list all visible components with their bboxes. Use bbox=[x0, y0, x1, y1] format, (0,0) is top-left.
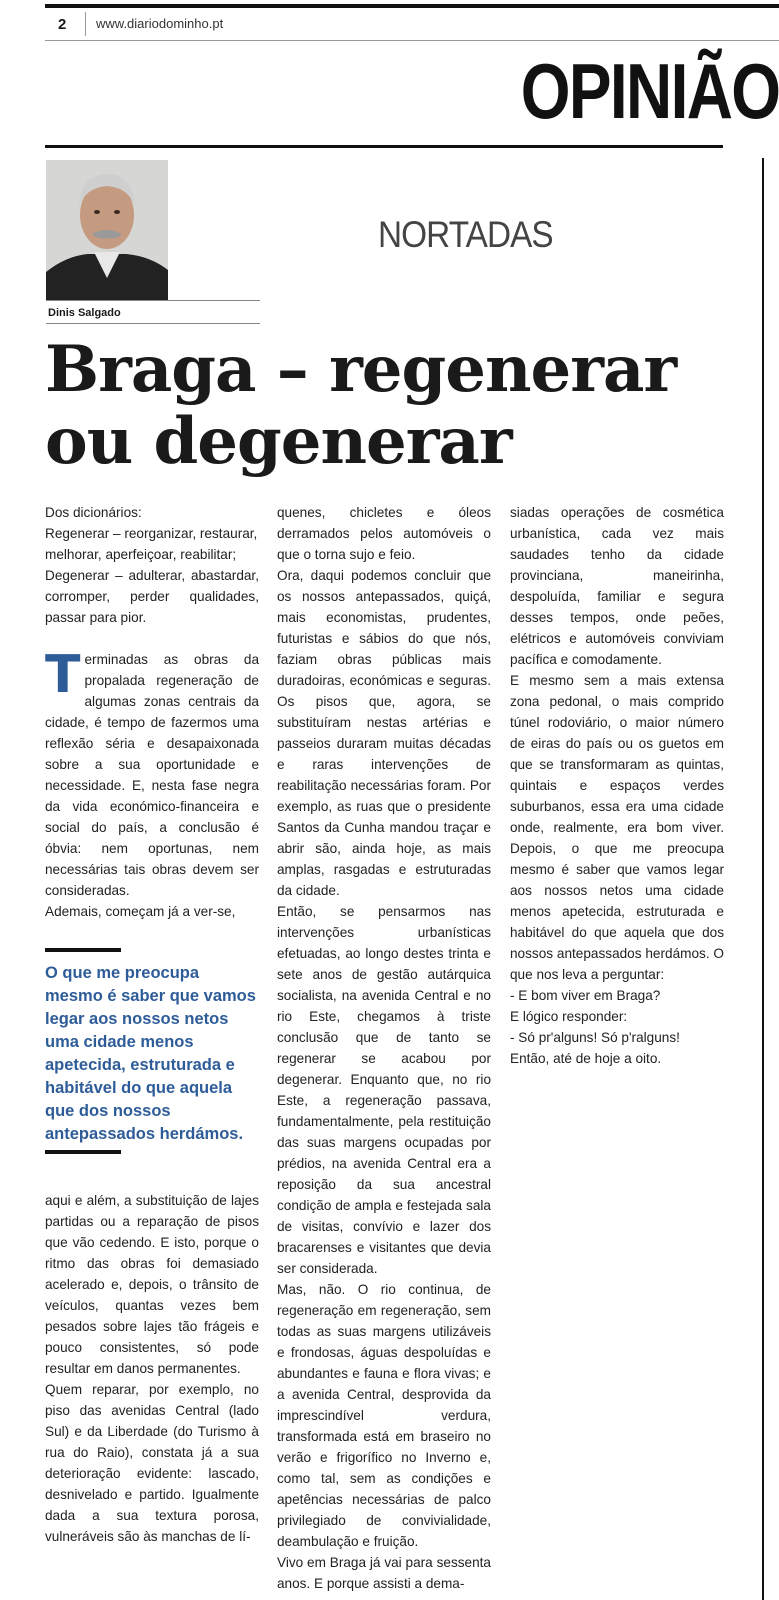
body-paragraph: Terminadas as obras da propalada regeneração de algumas zonas centrais da cidade, é tempo de fazermos uma reflexão séria e desapaixonada sobre a sua oportunidade e necessidade. E, nesta fase negra da vida económico-financeira e social do país, a conclusão é óbvia: nem oportunas, nem necessárias tais obras devem ser consideradas. bbox=[45, 645, 259, 898]
body-paragraph: quenes, chicletes e óleos derramados pelos automóveis o que o torna sujo e feio. bbox=[277, 505, 491, 562]
body-paragraph: aqui e além, a substituição de lajes partidas ou a reparação de pisos que vão cedendo. E isto, porque o ritmo das obras foi demasiado acelerado e, depois, o trânsito de veículos, quantas vezes bem pesados sobre lajes tão frágeis e pouco consistentes, só pode resultar em danos permanentes. bbox=[45, 1193, 259, 1376]
body-paragraph: E mesmo sem a mais extensa zona pedonal, o mais comprido túnel rodoviário, o maior número de eiras do país ou os guetos em que se transformaram as quintas, quintais e espaços verdes suburbanos, essa era uma cidade onde, realmente, era bom viver. Depois, o que me preocupa mesmo é saber que vamos legar aos nossos netos uma cidade menos apetecida, estruturada e habitável do que aquela que dos nossos antepassados herdámos. O que nos leva a perguntar: bbox=[510, 673, 724, 982]
body-line: - E bom viver em Braga? bbox=[510, 988, 661, 1003]
pull-quote: O que me preocupa mesmo é saber que vamos legar aos nossos netos uma cidade menos apetecida, estruturada e habitável do que aquela que dos nossos antepassados herdámos. bbox=[45, 964, 256, 1143]
author-bottom-rule bbox=[46, 323, 260, 324]
section-title: OPINIÃO bbox=[520, 47, 779, 135]
body-paragraph: Então, se pensarmos nas intervenções urbanísticas efetuadas, ao longo destes trinta e sete anos de gestão autárquica socialista, na avenida Central e no rio Este, chegamos à triste conclusão que de tanto se regenerar se acabou por degenerar. Enquanto que, no rio Este, a regeneração passava, fundamentalmente, pela restituição das suas margens ocupadas por prédios, na avenida Central era a reposição da sua ancestral condição de ampla e festejada sala de visitas, convívio e lazer dos bracarenses e visitantes que devia ser considerada. bbox=[277, 904, 491, 1276]
column-2 bbox=[277, 502, 491, 1594]
intro-line: Regenerar – reorganizar, restaurar, melhorar, aperfeiçoar, reabilitar; bbox=[45, 526, 258, 562]
headline-line-1: Braga – regenerar bbox=[45, 332, 677, 407]
column-name: NORTADAS bbox=[378, 214, 553, 255]
column-1-top bbox=[45, 502, 259, 922]
body-paragraph: Ora, daqui podemos concluir que os nossos antepassados, quiçá, mais economistas, prudentes, futuristas e sábios do que nós, faziam obras públicas mais duradoiras, económicas e seguras. Os pisos que, agora, se substituíram nestas artérias e passeios duraram muitas décadas e raras intervenções de reabilitação necessárias foram. Por exemplo, as ruas que o presidente Santos da Cunha mandou traçar e abrir são, ainda hoje, as mais amplas, rasgadas e estruturadas da cidade. bbox=[277, 568, 491, 898]
website-url: www.diariodominho.pt bbox=[96, 16, 224, 31]
body-paragraph: Mas, não. O rio continua, de regeneração em regeneração, sem todas as suas margens utilizáveis e frondosas, águas despoluídas e abundantes e fauna e flora vivas; e a avenida Central, desprovida da imprescindível verdura, transformada está em braseiro no verão e frigorífico no Inverno e, como tal, sem as condições e apetências necessárias de palco privilegiado de convivialidade, deambulação e fruição. bbox=[277, 1282, 491, 1549]
pullquote-bottom-bar bbox=[45, 1150, 121, 1154]
body-paragraph: Quem reparar, por exemplo, no piso das avenidas Central (lado Sul) e da Liberdade (do Turismo à rua do Raio), constata já a sua deterioração evidente: lascado, desnivelado e partido. Igualmente dada a sua textura porosa, vulneráveis são às manchas de lí- bbox=[45, 1382, 259, 1544]
author-photo bbox=[46, 160, 168, 300]
section-rule bbox=[45, 145, 723, 148]
intro-line: Dos dicionários: bbox=[45, 505, 142, 520]
header-bottom-rule bbox=[45, 40, 779, 41]
column-3 bbox=[510, 502, 724, 1069]
column-1-bottom bbox=[45, 1190, 259, 1547]
right-column-rule bbox=[762, 158, 764, 1600]
headline-line-2: ou degenerar bbox=[45, 404, 512, 479]
header-top-rule bbox=[45, 4, 779, 8]
body-line: E lógico responder: bbox=[510, 1009, 628, 1024]
body-line: - Só pr'alguns! Só p'ralguns! bbox=[510, 1030, 680, 1045]
body-line: Então, até de hoje a oito. bbox=[510, 1051, 662, 1066]
author-top-rule bbox=[46, 300, 260, 301]
body-paragraph: siadas operações de cosmética urbanística, cada vez mais saudades tenho da cidade provinciana, maneirinha, despoluída, familiar e segura desses tempos, onde peões, elétricos e automóveis conviviam pacífica e comodamente. bbox=[510, 505, 724, 667]
author-name: Dinis Salgado bbox=[48, 307, 121, 319]
intro-line: Degenerar – adulterar, abastardar, corromper, perder qualidades, passar para pior. bbox=[45, 568, 259, 625]
body-paragraph: Vivo em Braga já vai para sessenta anos. E porque assisti a dema- bbox=[277, 1555, 491, 1591]
page-number: 2 bbox=[58, 16, 67, 33]
header-separator bbox=[85, 12, 86, 36]
pullquote-top-bar bbox=[45, 948, 121, 952]
body-paragraph: Ademais, começam já a ver-se, bbox=[45, 904, 236, 919]
article-headline bbox=[45, 334, 745, 478]
drop-cap: T bbox=[45, 645, 81, 705]
